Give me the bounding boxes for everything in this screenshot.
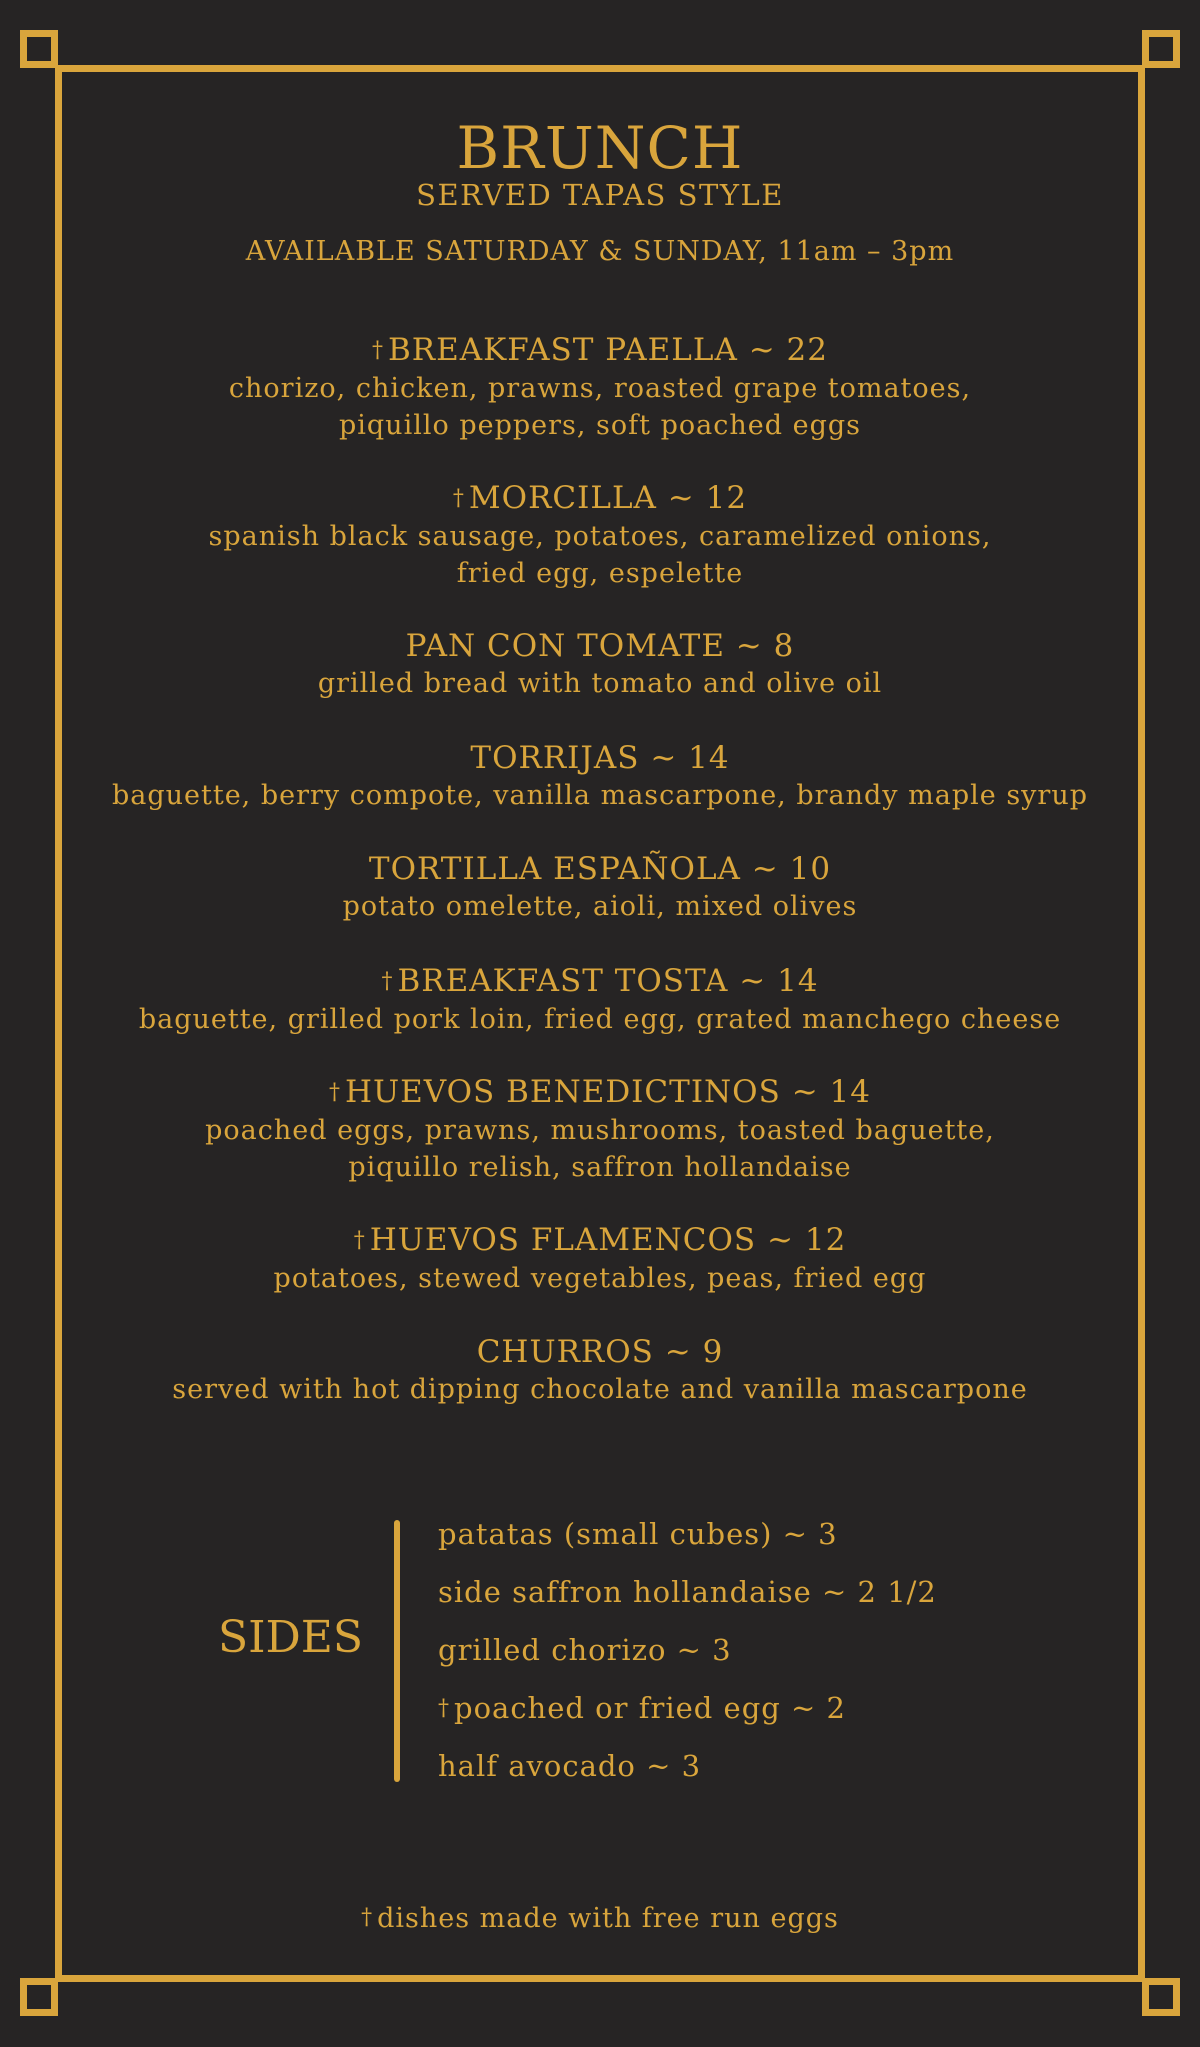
menu-item-description: grilled bread with tomato and olive oil — [317, 668, 883, 699]
dagger-symbol: † — [452, 486, 465, 511]
menu-item-name — [60, 1333, 1140, 1371]
menu-item-description: piquillo relish, saffron hollandaise — [348, 1152, 852, 1183]
menu-item-description: baguette, grilled pork loin, fried egg, grated manchego cheese — [138, 1004, 1062, 1035]
menu-item — [60, 627, 1140, 702]
sides-heading: SIDES — [218, 1612, 364, 1663]
frame-top — [55, 65, 1145, 72]
frame-corner-top-right — [1142, 30, 1180, 68]
menu-item-name — [60, 479, 1140, 518]
dagger-symbol: † — [372, 338, 384, 363]
menu-item — [60, 1333, 1140, 1408]
availability-text: AVAILABLE SATURDAY & SUNDAY, 11am – 3pm — [245, 236, 955, 267]
menu-item-description: chorizo, chicken, prawns, roasted grape tomatoes, — [228, 373, 972, 404]
side-item — [438, 1517, 838, 1551]
menu-item — [60, 850, 1140, 925]
footnote — [60, 1903, 1140, 1934]
side-item — [438, 1575, 937, 1609]
menu-item-title: MORCILLA ~ 12 — [468, 480, 748, 516]
menu-item-description: fried egg, espelette — [456, 558, 744, 589]
menu-item-name — [60, 1221, 1140, 1260]
dagger-symbol: † — [438, 1696, 450, 1721]
side-item — [438, 1633, 732, 1667]
menu-item — [60, 739, 1140, 814]
menu-item-title: BREAKFAST TOSTA ~ 14 — [397, 963, 819, 999]
sides-divider — [394, 1520, 400, 1782]
menu-item — [60, 1221, 1140, 1297]
dagger-symbol: † — [381, 969, 394, 994]
side-item — [438, 1691, 846, 1725]
menu-item-name — [60, 962, 1140, 1001]
menu-item-title: HUEVOS FLAMENCOS ~ 12 — [369, 1222, 847, 1258]
side-item-text: patatas (small cubes) ~ 3 — [438, 1517, 838, 1551]
menu-item-description: served with hot dipping chocolate and vanilla mascarpone — [172, 1374, 1028, 1405]
side-item-text: poached or fried egg ~ 2 — [454, 1691, 847, 1725]
side-item-text: half avocado ~ 3 — [438, 1749, 702, 1783]
frame-corner-top-left — [20, 30, 58, 68]
menu-item-title: CHURROS ~ 9 — [476, 1334, 724, 1370]
side-item — [438, 1749, 701, 1783]
menu-item-title: HUEVOS BENEDICTINOS ~ 14 — [345, 1074, 871, 1110]
menu-item-description: potato omelette, aioli, mixed olives — [342, 891, 858, 922]
menu-item-description: spanish black sausage, potatoes, caramelized onions, — [208, 521, 992, 552]
menu-item-title: TORRIJAS ~ 14 — [470, 740, 730, 776]
menu-item-title: TORTILLA ESPAÑOLA ~ 10 — [368, 851, 832, 887]
page-subtitle: SERVED TAPAS STYLE — [416, 178, 784, 212]
menu-item-name — [60, 850, 1140, 888]
menu-item-name — [60, 1073, 1140, 1112]
side-item-text: side saffron hollandaise ~ 2 1/2 — [438, 1575, 937, 1609]
menu-item-title: BREAKFAST PAELLA ~ 22 — [388, 332, 828, 368]
menu-item-description: potatoes, stewed vegetables, peas, fried egg — [273, 1263, 927, 1294]
frame-corner-bottom-right — [1142, 1978, 1180, 2016]
footnote-text: dishes made with free run eggs — [377, 1903, 839, 1934]
dagger-symbol: † — [361, 1905, 374, 1930]
menu-item — [60, 962, 1140, 1038]
menu-item-description: baguette, berry compote, vanilla mascarpone, brandy maple syrup — [111, 780, 1089, 811]
menu-item — [60, 1073, 1140, 1186]
dagger-symbol: † — [353, 1228, 366, 1253]
menu-item-name — [60, 739, 1140, 777]
menu-item-description: piquillo peppers, soft poached eggs — [338, 410, 861, 441]
menu-item-name — [60, 627, 1140, 665]
dagger-symbol: † — [329, 1080, 342, 1105]
menu-item — [60, 479, 1140, 592]
frame-bottom — [55, 1975, 1145, 1982]
page-title: BRUNCH — [456, 114, 744, 182]
menu-item-title: PAN CON TOMATE ~ 8 — [405, 628, 795, 664]
menu-item — [60, 331, 1140, 444]
menu-item-description: poached eggs, prawns, mushrooms, toasted baguette, — [205, 1115, 995, 1146]
frame-corner-bottom-left — [20, 1978, 58, 2016]
side-item-text: grilled chorizo ~ 3 — [438, 1633, 732, 1667]
menu-item-name — [60, 331, 1140, 370]
